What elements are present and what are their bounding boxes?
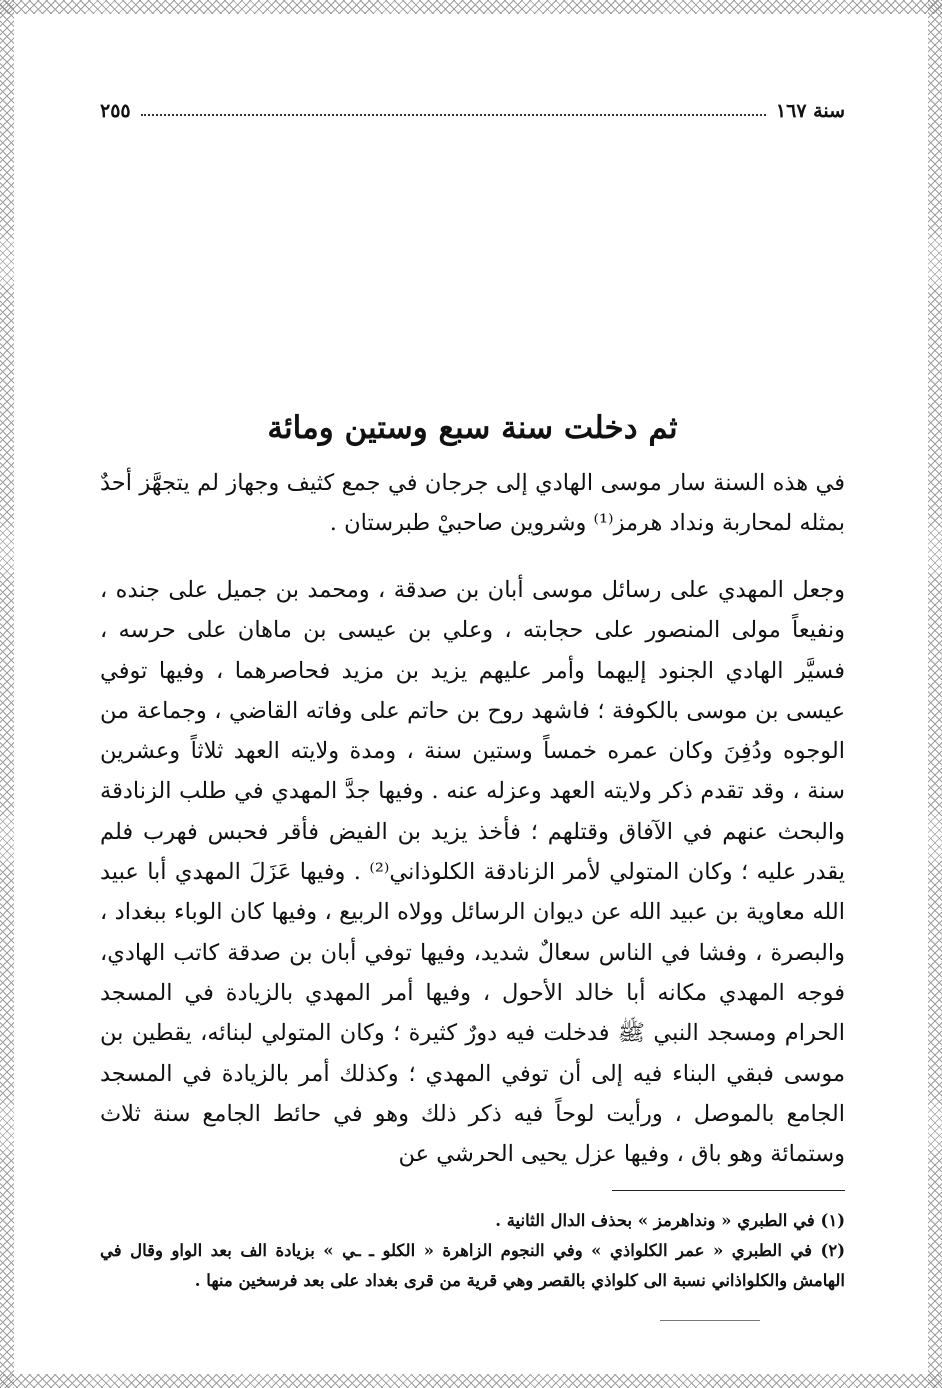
page-number: ٢٥٥	[100, 100, 131, 122]
header-dot-leader	[141, 114, 766, 116]
section-heading: ثم دخلت سنة سبع وستين ومائة	[267, 410, 678, 446]
decorative-border-right	[928, 0, 942, 1388]
footnote-1: (١) في الطبري « ونداهرمز » بحذف الدال الثانية .	[495, 1211, 845, 1230]
bottom-rule	[660, 1320, 760, 1321]
running-header	[100, 92, 845, 122]
paragraph-text: في هذه السنة سار موسى الهادي إلى جرجان في جمع كثيف وجهاز لم يتجهَّز أحدٌ بمثله لمحاربة ونداد هرمز⁽¹⁾ وشروين صاحبيْ طبرستان .	[100, 470, 845, 537]
footnote-2: (٢) في الطبري « عمر الكلواذي » وفي النجوم الزاهرة « الكلو ـ ـي » بزيادة الف بعد الواو وقال في الهامش والكلواذاني نسبة الى كلواذي بالقصر وهي قرية من قرى بغداد على بعد فرسخين منها .	[100, 1241, 845, 1290]
decorative-border-top	[0, 0, 942, 14]
paragraph-2	[100, 570, 845, 1174]
running-title: سنة ١٦٧	[775, 100, 845, 122]
paragraph-text: وجعل المهدي على رسائل موسى أبان بن صدقة ، ومحمد بن جميل على جنده ، ونفيعاً مولى المنصور على حجابته ، وعلي بن عيسى بن ماهان على حرسه ، فسيَّر الهادي الجنود إليهما وأمر عليهم يزيد بن مزيد فحاصرهما ، وفيها توفي عيسى بن موسى بالكوفة ؛ فاشهد روح بن حاتم على وفاته القاضي ، وجماعة من الوجوه ودُفِنَ وكان عمره خمساً وستين سنة ، ومدة ولايته العهد ثلاثاً وعشرين سنة ، وقد تقدم ذكر ولايته العهد وعزله عنه . وفيها جدَّ المهدي في طلب الزنادقة والبحث عنهم في الآفاق وقتلهم ؛ فأخذ يزيد بن الفيض فأقر فحبس فهرب فلم يقدر عليه ؛ وكان المتولي لأمر الزنادقة الكلوذاني⁽²⁾ . وفيها عَزَلَ المهدي أبا عبيد الله معاوية بن عبيد الله عن ديوان الرسائل وولاه الربيع ، وفيها كان الوباء ببغداد ، والبصرة ، وفشا في الناس سعالٌ شديد، وفيها توفي أبان بن صدقة كاتب الهادي، فوجه المهدي مكانه أبا خالد الأحول ، وفيها أمر المهدي بالزيادة في المسجد الحرام ومسجد النبي ﷺ فدخلت فيه دورٌ كثيرة ؛ وكان المتولي لبنائه، يقطين بن موسى فبقي البناء فيه إلى أن توفي المهدي ؛ وكذلك أمر بالزيادة في المسجد الجامع بالموصل ، ورأيت لوحاً فيه ذكر ذلك وهو في حائط الجامع سنة ثلاث وستمائة وهو باق ، وفيها عزل يحيى الحرشي عن	[100, 577, 845, 1168]
decorative-border-bottom	[0, 1374, 942, 1388]
footnote-separator	[612, 1190, 845, 1191]
decorative-border-left	[0, 0, 14, 1388]
paragraph-1	[100, 463, 845, 544]
footnotes	[100, 1206, 845, 1296]
